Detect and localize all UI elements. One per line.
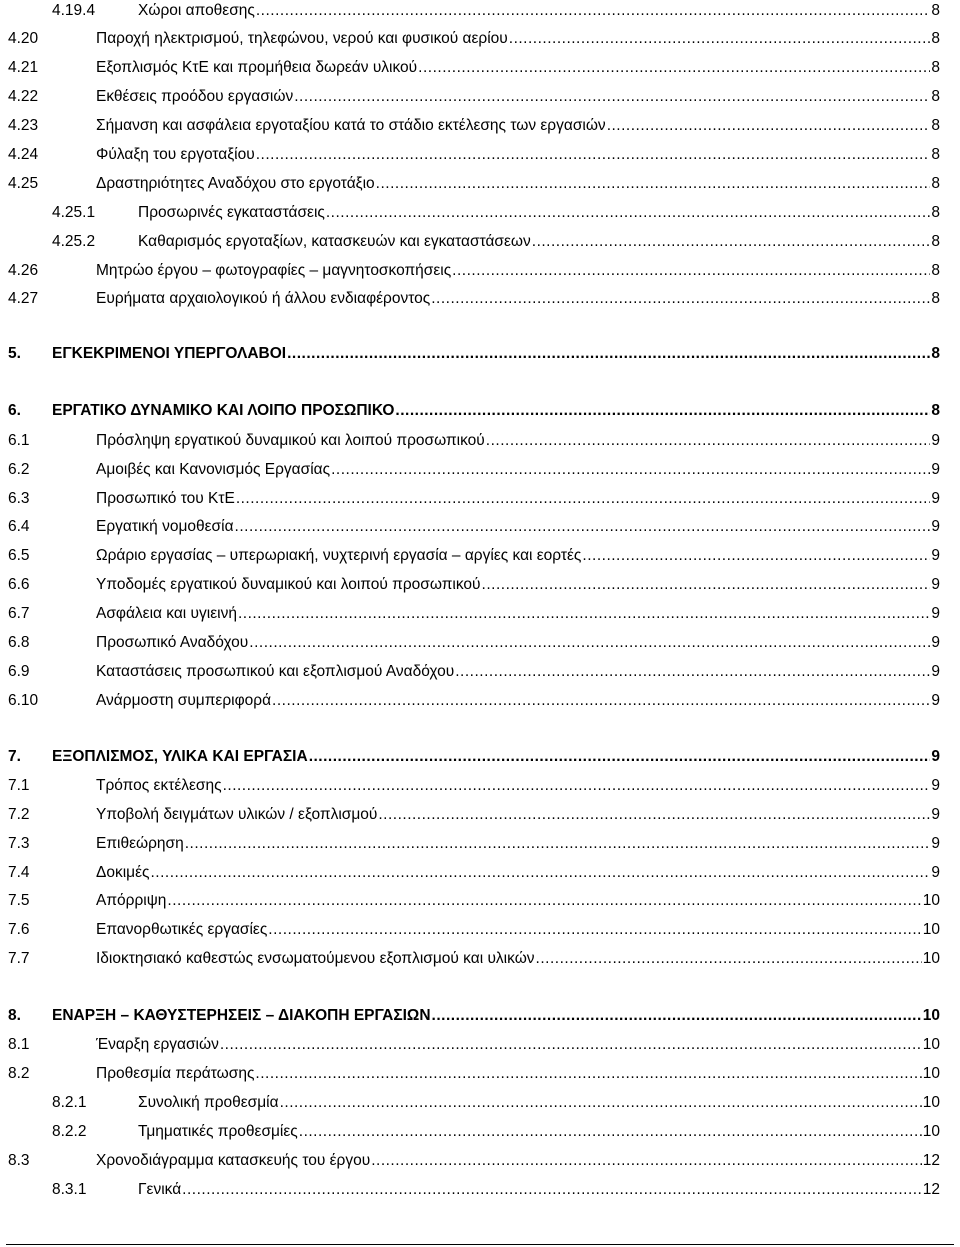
toc-entry-page-number: 8 bbox=[931, 2, 940, 19]
toc-entry-title: Χρονοδιάγραμμα κατασκευής του έργου bbox=[96, 1152, 371, 1169]
toc-entry-line bbox=[96, 919, 940, 941]
dot-leader bbox=[607, 115, 931, 137]
dot-leader bbox=[185, 833, 931, 855]
dot-leader bbox=[299, 1121, 922, 1143]
toc-entry-number: 7.3 bbox=[8, 835, 30, 852]
toc-entry-number: 4.20 bbox=[8, 30, 39, 47]
toc-entry-number: 8.3 bbox=[8, 1152, 30, 1169]
toc-entry-number: 7.6 bbox=[8, 921, 30, 938]
toc-entry-title: ΕΞΟΠΛΙΣΜΟΣ, ΥΛΙΚΑ ΚΑΙ ΕΡΓΑΣΙΑ bbox=[52, 748, 308, 765]
toc-entry[interactable] bbox=[0, 833, 960, 855]
toc-entry-line bbox=[52, 746, 940, 768]
toc-entry-line bbox=[96, 1034, 940, 1056]
toc-entry-title: Ευρήματα αρχαιολογικού ή άλλου ενδιαφέροντος bbox=[96, 290, 431, 307]
toc-entry-line bbox=[96, 28, 940, 50]
toc-entry-line bbox=[138, 231, 940, 253]
toc-entry[interactable] bbox=[0, 1005, 960, 1027]
toc-entry-line bbox=[96, 430, 940, 452]
toc-entry-line bbox=[138, 1121, 940, 1143]
toc-entry[interactable] bbox=[0, 260, 960, 282]
toc-entry-line bbox=[96, 144, 940, 166]
toc-entry-number: 6.6 bbox=[8, 576, 30, 593]
toc-entry-page-number: 10 bbox=[922, 892, 940, 909]
toc-entry[interactable] bbox=[0, 574, 960, 596]
toc-entry-line bbox=[96, 516, 940, 538]
dot-leader bbox=[432, 1005, 922, 1027]
dot-leader bbox=[268, 919, 921, 941]
dot-leader bbox=[452, 260, 930, 282]
toc-entry-title: Αμοιβές και Κανονισμός Εργασίας bbox=[96, 461, 331, 478]
dot-leader bbox=[256, 144, 931, 166]
toc-entry-number: 4.21 bbox=[8, 59, 39, 76]
dot-leader bbox=[378, 804, 930, 826]
toc-entry[interactable] bbox=[0, 288, 960, 310]
toc-entry-page-number: 8 bbox=[931, 117, 940, 134]
toc-entry-page-number: 9 bbox=[931, 663, 940, 680]
toc-entry-page-number: 9 bbox=[931, 576, 940, 593]
toc-entry-title: Χώροι αποθεσης bbox=[138, 2, 255, 19]
dot-leader bbox=[272, 690, 930, 712]
toc-entry-line bbox=[96, 1063, 940, 1085]
toc-entry-title: Μητρώο έργου – φωτογραφίες – μαγνητοσκοπήσεις bbox=[96, 262, 452, 279]
toc-entry[interactable] bbox=[0, 144, 960, 166]
page-bottom-divider bbox=[6, 1244, 954, 1245]
toc-entry-title: Δραστηριότητες Αναδόχου στο εργοτάξιο bbox=[96, 175, 375, 192]
toc-entry-title: Υποβολή δειγμάτων υλικών / εξοπλισμού bbox=[96, 806, 378, 823]
toc-entry[interactable] bbox=[0, 0, 960, 22]
toc-entry-title: Καθαρισμός εργοταξίων, κατασκευών και εγκαταστάσεων bbox=[138, 233, 531, 250]
dot-leader bbox=[532, 231, 931, 253]
toc-entry[interactable] bbox=[0, 57, 960, 79]
toc-entry-page-number: 12 bbox=[922, 1181, 940, 1198]
toc-entry-number: 7.1 bbox=[8, 777, 30, 794]
dot-leader bbox=[236, 488, 931, 510]
toc-entry[interactable] bbox=[0, 459, 960, 481]
toc-entry-title: Ιδιοκτησιακό καθεστώς ενσωματούμενου εξοπλισμού και υλικών bbox=[96, 950, 535, 967]
toc-entry-page-number: 10 bbox=[922, 1123, 940, 1140]
toc-entry-title: Απόρριψη bbox=[96, 892, 167, 909]
toc-entry[interactable] bbox=[0, 1179, 960, 1201]
toc-entry-line bbox=[96, 804, 940, 826]
toc-entry-page-number: 9 bbox=[931, 605, 940, 622]
toc-entry-number: 6.4 bbox=[8, 518, 30, 535]
dot-leader bbox=[309, 746, 931, 768]
toc-entry-title: Προθεσμία περάτωσης bbox=[96, 1065, 255, 1082]
toc-entry-page-number: 9 bbox=[931, 835, 940, 852]
toc-entry-line bbox=[96, 260, 940, 282]
toc-entry-number: 4.23 bbox=[8, 117, 39, 134]
toc-entry[interactable] bbox=[0, 746, 960, 768]
toc-entry[interactable] bbox=[0, 202, 960, 224]
toc-entry-title: Γενικά bbox=[138, 1181, 182, 1198]
toc-entry-number: 4.22 bbox=[8, 88, 39, 105]
dot-leader bbox=[326, 202, 931, 224]
toc-entry[interactable] bbox=[0, 231, 960, 253]
toc-entry-number: 6.8 bbox=[8, 634, 30, 651]
toc-entry-page-number: 12 bbox=[922, 1152, 940, 1169]
toc-entry[interactable] bbox=[0, 775, 960, 797]
toc-entry-number: 7. bbox=[8, 748, 21, 765]
toc-entry-page-number: 8 bbox=[931, 59, 940, 76]
toc-entry-title: Τμηματικές προθεσμίες bbox=[138, 1123, 298, 1140]
toc-entry[interactable] bbox=[0, 948, 960, 970]
toc-entry-number: 4.19.4 bbox=[52, 2, 96, 19]
dot-leader bbox=[235, 516, 931, 538]
toc-entry-title: Δοκιμές bbox=[96, 864, 150, 881]
toc-entry-line bbox=[52, 343, 940, 365]
toc-entry-page-number: 9 bbox=[931, 547, 940, 564]
toc-entry-number: 8.3.1 bbox=[52, 1181, 87, 1198]
toc-entry-number: 8.2.1 bbox=[52, 1094, 87, 1111]
toc-entry-title: ΕΝΑΡΞΗ – ΚΑΘΥΣΤΕΡΗΣΕΙΣ – ΔΙΑΚΟΠΗ ΕΡΓΑΣΙΩΝ bbox=[52, 1007, 431, 1024]
toc-entry-page-number: 8 bbox=[931, 146, 940, 163]
dot-leader bbox=[482, 574, 931, 596]
toc-entry[interactable] bbox=[0, 28, 960, 50]
toc-entry-line bbox=[138, 0, 940, 22]
toc-entry-title: Επανορθωτικές εργασίες bbox=[96, 921, 268, 938]
toc-entry-line bbox=[96, 574, 940, 596]
toc-entry-line bbox=[96, 948, 940, 970]
toc-entry-title: Ανάρμοστη συμπεριφορά bbox=[96, 692, 272, 709]
toc-entry-title: Εκθέσεις προόδου εργασιών bbox=[96, 88, 294, 105]
dot-leader bbox=[395, 400, 930, 422]
toc-entry-number: 6. bbox=[8, 402, 21, 419]
toc-entry-page-number: 9 bbox=[931, 490, 940, 507]
toc-entry-title: Έναρξη εργασιών bbox=[96, 1036, 219, 1053]
toc-entry-line bbox=[96, 1150, 940, 1172]
toc-entry[interactable] bbox=[0, 343, 960, 365]
toc-entry-number: 7.7 bbox=[8, 950, 30, 967]
toc-entry-title: Ωράριο εργασίας – υπερωριακή, νυχτερινή εργασία – αργίες και εορτές bbox=[96, 547, 582, 564]
toc-entry-page-number: 10 bbox=[922, 1036, 940, 1053]
toc-entry[interactable] bbox=[0, 632, 960, 654]
dot-leader bbox=[536, 948, 922, 970]
toc-entry-page-number: 9 bbox=[931, 864, 940, 881]
toc-entry-title: Σήμανση και ασφάλεια εργοταξίου κατά το στάδιο εκτέλεσης των εργασιών bbox=[96, 117, 606, 134]
toc-entry-line bbox=[96, 86, 940, 108]
toc-entry-title: Καταστάσεις προσωπικού και εξοπλισμού Αναδόχου bbox=[96, 663, 455, 680]
toc-entry-number: 4.24 bbox=[8, 146, 39, 163]
dot-leader bbox=[256, 0, 931, 22]
toc-entry-page-number: 8 bbox=[931, 402, 940, 419]
toc-entry-line bbox=[138, 202, 940, 224]
dot-leader bbox=[509, 28, 931, 50]
toc-entry-page-number: 10 bbox=[922, 1094, 940, 1111]
dot-leader bbox=[287, 343, 930, 365]
toc-entry-title: Συνολική προθεσμία bbox=[138, 1094, 279, 1111]
toc-entry-line bbox=[96, 459, 940, 481]
toc-entry-title: Υποδομές εργατικού δυναμικού και λοιπού προσωπικού bbox=[96, 576, 481, 593]
toc-entry-number: 4.26 bbox=[8, 262, 39, 279]
toc-entry[interactable] bbox=[0, 1034, 960, 1056]
toc-entry[interactable] bbox=[0, 173, 960, 195]
toc-entry[interactable] bbox=[0, 488, 960, 510]
toc-entry-page-number: 10 bbox=[922, 1007, 940, 1024]
dot-leader bbox=[455, 661, 930, 683]
dot-leader bbox=[220, 1034, 922, 1056]
toc-entry[interactable] bbox=[0, 516, 960, 538]
dot-leader bbox=[418, 57, 930, 79]
toc-entry[interactable] bbox=[0, 545, 960, 567]
toc-entry-line bbox=[96, 57, 940, 79]
toc-entry[interactable] bbox=[0, 86, 960, 108]
toc-entry-title: Ασφάλεια και υγιεινή bbox=[96, 605, 237, 622]
dot-leader bbox=[371, 1150, 922, 1172]
dot-leader bbox=[582, 545, 930, 567]
toc-entry-line bbox=[96, 690, 940, 712]
toc-entry-number: 6.1 bbox=[8, 432, 30, 449]
toc-entry-number: 6.2 bbox=[8, 461, 30, 478]
toc-entry-title: Προσωπικό του ΚτΕ bbox=[96, 490, 235, 507]
toc-entry-title: Πρόσληψη εργατικού δυναμικού και λοιπού προσωπικού bbox=[96, 432, 485, 449]
dot-leader bbox=[431, 288, 930, 310]
dot-leader bbox=[255, 1063, 921, 1085]
toc-entry[interactable] bbox=[0, 115, 960, 137]
toc-entry-page-number: 8 bbox=[931, 345, 940, 362]
toc-entry[interactable] bbox=[0, 661, 960, 683]
toc-entry-line bbox=[96, 632, 940, 654]
toc-entry-title: Εξοπλισμός ΚτΕ και προμήθεια δωρεάν υλικού bbox=[96, 59, 418, 76]
toc-entry-page-number: 10 bbox=[922, 950, 940, 967]
toc-entry-title: Προσωπικό Αναδόχου bbox=[96, 634, 249, 651]
toc-entry-line bbox=[96, 775, 940, 797]
toc-entry-line bbox=[96, 288, 940, 310]
toc-entry-page-number: 10 bbox=[922, 921, 940, 938]
toc-entry[interactable] bbox=[0, 862, 960, 884]
toc-entry-page-number: 8 bbox=[931, 204, 940, 221]
toc-entry-line bbox=[96, 833, 940, 855]
toc-entry-number: 7.5 bbox=[8, 892, 30, 909]
toc-entry[interactable] bbox=[0, 603, 960, 625]
dot-leader bbox=[280, 1092, 922, 1114]
toc-entry-line bbox=[96, 488, 940, 510]
toc-entry[interactable] bbox=[0, 1150, 960, 1172]
toc-entry[interactable] bbox=[0, 430, 960, 452]
dot-leader bbox=[486, 430, 931, 452]
toc-entry-title: ΕΡΓΑΤΙΚΟ ΔΥΝΑΜΙΚΟ ΚΑΙ ΛΟΙΠΟ ΠΡΟΣΩΠΙΚΟ bbox=[52, 402, 395, 419]
toc-entry-page-number: 9 bbox=[931, 806, 940, 823]
toc-entry[interactable] bbox=[0, 1092, 960, 1114]
toc-entry-page-number: 9 bbox=[931, 692, 940, 709]
toc-entry-line bbox=[96, 545, 940, 567]
toc-entry[interactable] bbox=[0, 919, 960, 941]
toc-entry-number: 8.2 bbox=[8, 1065, 30, 1082]
toc-entry-line bbox=[96, 862, 940, 884]
toc-entry-number: 6.10 bbox=[8, 692, 39, 709]
toc-entry-page-number: 9 bbox=[931, 432, 940, 449]
toc-entry-title: Φύλαξη του εργοταξίου bbox=[96, 146, 255, 163]
toc-entry-number: 4.25 bbox=[8, 175, 39, 192]
toc-entry-number: 4.25.2 bbox=[52, 233, 96, 250]
toc-entry-title: Εργατική νομοθεσία bbox=[96, 518, 234, 535]
toc-entry-line bbox=[52, 1005, 940, 1027]
toc-entry-title: Παροχή ηλεκτρισμού, τηλεφώνου, νερού και φυσικού αερίου bbox=[96, 30, 508, 47]
toc-entry-number: 6.3 bbox=[8, 490, 30, 507]
toc-entry-line bbox=[52, 400, 940, 422]
dot-leader bbox=[150, 862, 930, 884]
toc-entry-number: 4.27 bbox=[8, 290, 39, 307]
toc-entry-page-number: 9 bbox=[931, 518, 940, 535]
toc-entry-page-number: 9 bbox=[931, 748, 940, 765]
toc-entry-number: 8.2.2 bbox=[52, 1123, 87, 1140]
dot-leader bbox=[249, 632, 930, 654]
toc-entry-number: 5. bbox=[8, 345, 21, 362]
toc-entry-number: 8.1 bbox=[8, 1036, 30, 1053]
toc-entry-line bbox=[96, 115, 940, 137]
toc-entry-title: Επιθεώρηση bbox=[96, 835, 184, 852]
dot-leader bbox=[238, 603, 930, 625]
toc-entry-page-number: 9 bbox=[931, 634, 940, 651]
toc-entry-number: 6.9 bbox=[8, 663, 30, 680]
toc-entry-page-number: 9 bbox=[931, 777, 940, 794]
toc-entry[interactable] bbox=[0, 804, 960, 826]
toc-entry-page-number: 8 bbox=[931, 88, 940, 105]
toc-entry-page-number: 8 bbox=[931, 290, 940, 307]
toc-entry-title: ΕΓΚΕΚΡΙΜΕΝΟΙ ΥΠΕΡΓΟΛΑΒΟΙ bbox=[52, 345, 287, 362]
toc-entry[interactable] bbox=[0, 1063, 960, 1085]
dot-leader bbox=[223, 775, 931, 797]
toc-entry-title: Προσωρινές εγκαταστάσεις bbox=[138, 204, 325, 221]
toc-entry-title: Τρόπος εκτέλεσης bbox=[96, 777, 222, 794]
toc-entry-line bbox=[138, 1092, 940, 1114]
toc-entry[interactable] bbox=[0, 890, 960, 912]
toc-entry-number: 6.7 bbox=[8, 605, 30, 622]
toc-entry-number: 4.25.1 bbox=[52, 204, 96, 221]
toc-entry-page-number: 8 bbox=[931, 175, 940, 192]
toc-entry-page-number: 10 bbox=[922, 1065, 940, 1082]
toc-entry-page-number: 8 bbox=[931, 262, 940, 279]
toc-entry-page-number: 9 bbox=[931, 461, 940, 478]
toc-entry-line bbox=[96, 661, 940, 683]
toc-entry-line bbox=[138, 1179, 940, 1201]
toc-entry-page-number: 8 bbox=[931, 233, 940, 250]
toc-entry-number: 8. bbox=[8, 1007, 21, 1024]
toc-entry-page-number: 8 bbox=[931, 30, 940, 47]
dot-leader bbox=[294, 86, 930, 108]
toc-entry-number: 7.4 bbox=[8, 864, 30, 881]
toc-entry-number: 6.5 bbox=[8, 547, 30, 564]
dot-leader bbox=[167, 890, 921, 912]
toc-entry-number: 7.2 bbox=[8, 806, 30, 823]
toc-entry-line bbox=[96, 173, 940, 195]
dot-leader bbox=[376, 173, 931, 195]
toc-entry[interactable] bbox=[0, 1121, 960, 1143]
toc-entry-line bbox=[96, 890, 940, 912]
toc-entry[interactable] bbox=[0, 400, 960, 422]
toc-entry-line bbox=[96, 603, 940, 625]
dot-leader bbox=[331, 459, 930, 481]
dot-leader bbox=[182, 1179, 922, 1201]
toc-entry[interactable] bbox=[0, 690, 960, 712]
